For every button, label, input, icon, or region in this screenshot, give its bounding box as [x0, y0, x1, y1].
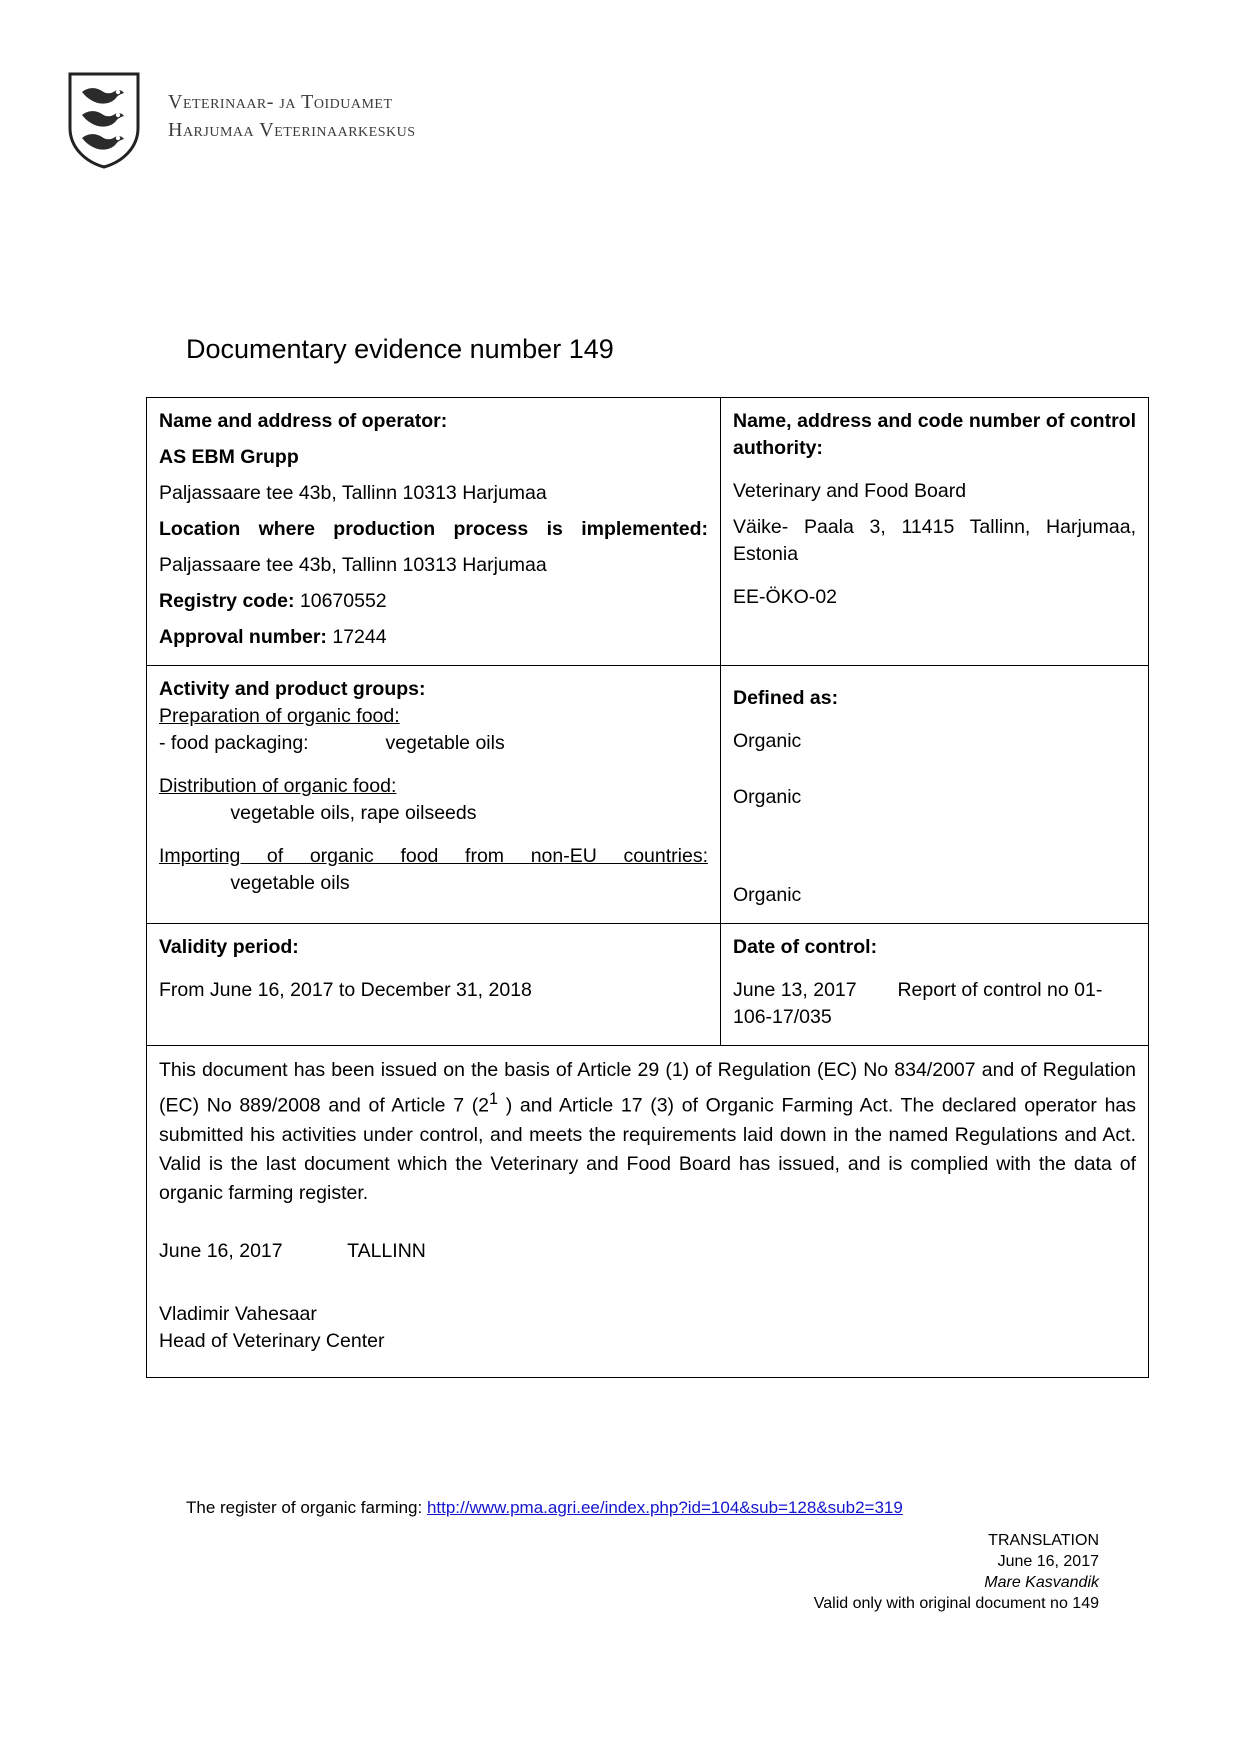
defined-value-2: Organic: [733, 786, 802, 808]
defined-heading: Defined as:: [733, 687, 839, 709]
statement-text-part2: ) and Article 17 (3) of Organic Farming Act. The declared operator has submitted his activities under control, and meets the requirements laid down in the named Regulations and Act. Valid is the last document which the Veterinary and Food Board has issued, and is complied with the data of organic farming register.: [159, 1094, 1137, 1204]
translation-date: June 16, 2017: [997, 1553, 1099, 1570]
translation-label: TRANSLATION: [988, 1532, 1099, 1549]
control-heading: Date of control:: [733, 936, 878, 958]
table-row-statement: [147, 1046, 1149, 1378]
authority-cell: [721, 398, 1149, 666]
signature-date: June 16, 2017: [159, 1239, 283, 1262]
activity-group3-title: Importing of organic food from non-EU countries:: [159, 845, 708, 867]
control-report: Report of control no 01-106-17/035: [733, 979, 1103, 1028]
activity-group2-value: vegetable oils, rape oilseeds: [230, 802, 477, 824]
signer-name: Vladimir Vahesaar: [159, 1302, 317, 1325]
authority-address: Väike- Paala 3, 11415 Tallinn, Harjumaa, Estonia: [733, 516, 1136, 565]
defined-value-3: Organic: [733, 884, 802, 906]
activity-group2-title: Distribution of organic food:: [159, 775, 397, 797]
signature-date-row: [159, 1238, 1136, 1265]
signer-title: Head of Veterinary Center: [159, 1329, 385, 1352]
activity-group3-row: [159, 870, 708, 897]
document-header: [66, 70, 415, 170]
operator-location-heading: Location where production process is implemented:: [159, 518, 708, 540]
validity-note: Valid only with original document no 149: [813, 1595, 1099, 1612]
certificate-table: [146, 397, 1149, 1378]
statement-superscript: 1: [489, 1090, 499, 1108]
registry-code-value: 10670552: [299, 590, 387, 612]
activity-cell: [147, 666, 721, 924]
operator-location-address: Paljassaare tee 43b, Tallinn 10313 Harjumaa: [159, 554, 547, 576]
defined-cell: [721, 666, 1149, 924]
activity-group1-title: Preparation of organic food:: [159, 705, 400, 727]
control-date: June 13, 2017: [733, 979, 857, 1001]
approval-number-label: Approval number:: [159, 626, 327, 648]
estonian-coat-of-arms-icon: [66, 70, 142, 170]
table-row-activity: [147, 666, 1149, 924]
activity-heading: Activity and product groups:: [159, 678, 426, 700]
statement-cell: [147, 1046, 1149, 1378]
activity-group1-row: [159, 730, 708, 757]
table-row-operator: [147, 398, 1149, 666]
activity-group1-item: - food packaging:: [159, 732, 309, 754]
authority-line-2: Harjumaa Veterinaarkeskus: [168, 119, 416, 141]
validity-cell: [147, 924, 721, 1046]
register-label: The register of organic farming:: [186, 1498, 423, 1517]
defined-value-1: Organic: [733, 730, 802, 752]
table-row-validity: [147, 924, 1149, 1046]
signature-city: TALLINN: [347, 1239, 426, 1262]
registry-code-label: Registry code:: [159, 590, 295, 612]
validity-heading: Validity period:: [159, 936, 299, 958]
operator-address: Paljassaare tee 43b, Tallinn 10313 Harjumaa: [159, 482, 547, 504]
authority-name: Veterinary and Food Board: [733, 480, 967, 502]
operator-cell: [147, 398, 721, 666]
translation-block: [814, 1530, 1099, 1614]
statement-paragraph: [159, 1056, 1136, 1208]
authority-code: EE-ÖKO-02: [733, 586, 838, 608]
statement-text-part1: This document has been issued on the basis of Article 29 (1) of Regulation (EC) No 834/2007 and of Regulation (EC) No 889/2008 and of Article 7 (2: [159, 1059, 1136, 1117]
control-cell: [721, 924, 1149, 1046]
operator-company: AS EBM Grupp: [159, 446, 299, 468]
operator-heading: Name and address of operator:: [159, 410, 448, 432]
operator-approval: [159, 624, 708, 651]
control-date-row: [733, 977, 1136, 1031]
authority-line-1: Veterinaar- ja Toiduamet: [168, 91, 393, 113]
approval-number-value: 17244: [332, 626, 387, 648]
operator-registry: [159, 588, 708, 615]
translator-name: Mare Kasvandik: [984, 1574, 1099, 1591]
activity-group1-value: vegetable oils: [385, 732, 505, 754]
activity-group2-row: [159, 800, 708, 827]
register-line: [186, 1497, 903, 1519]
validity-value: From June 16, 2017 to December 31, 2018: [159, 979, 532, 1001]
authority-name-block: [168, 70, 415, 144]
authority-heading: Name, address and code number of control authority:: [733, 410, 1136, 459]
page-title: Documentary evidence number 149: [186, 334, 614, 364]
register-link[interactable]: http://www.pma.agri.ee/index.php?id=104&sub=128&sub2=319: [426, 1498, 903, 1517]
activity-group3-value: vegetable oils: [230, 872, 350, 894]
